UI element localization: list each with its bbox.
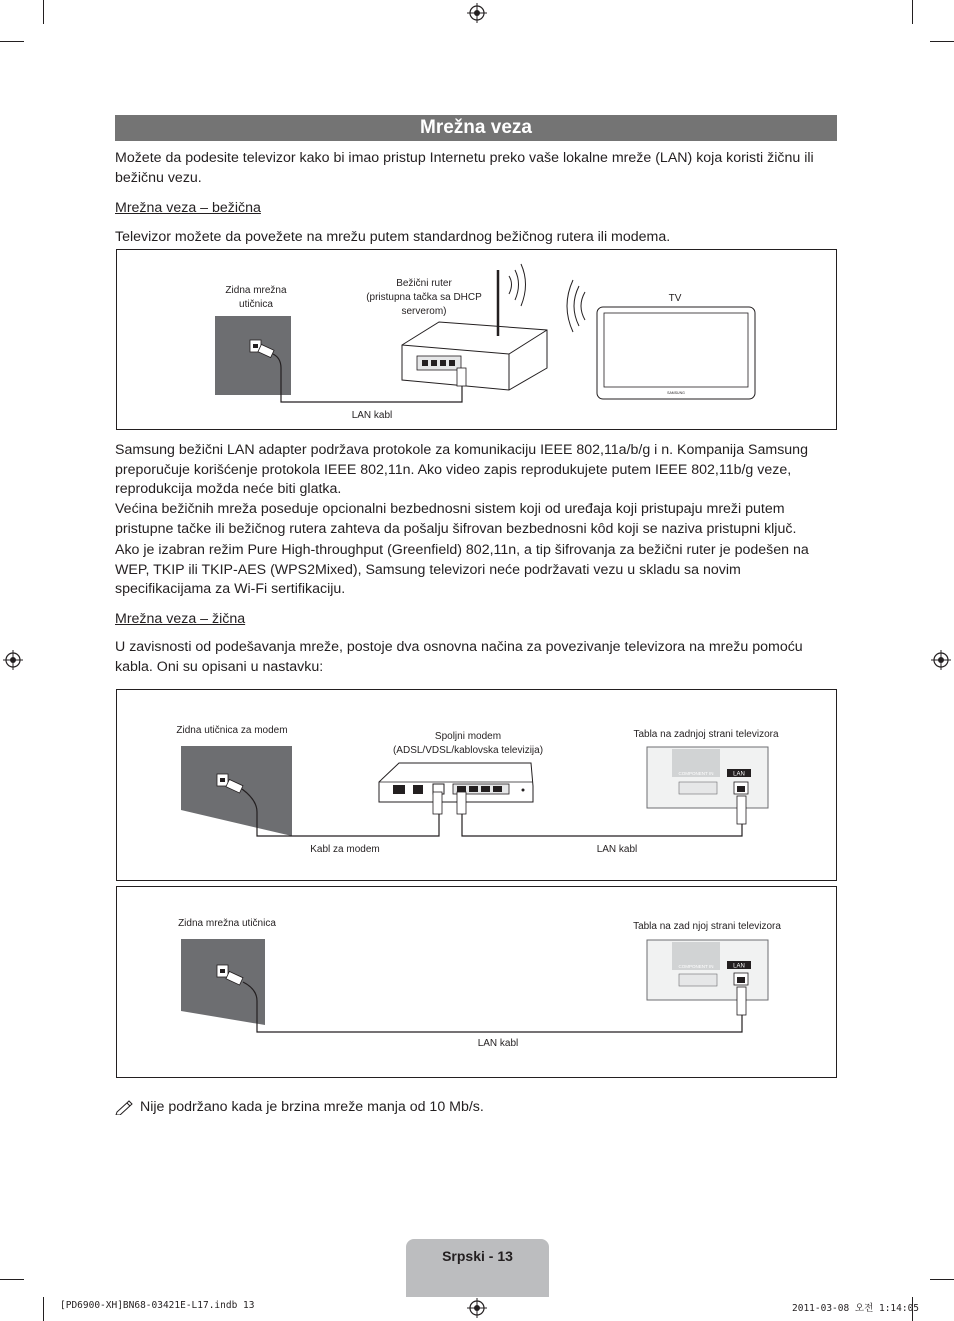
wireless-text: Televizor možete da povežete na mrežu putem standardnog bežičnog rutera ili modema. xyxy=(115,229,671,245)
wired-direct-diagram xyxy=(116,886,837,1078)
footer-file: [PD6900-XH]BN68-03421E-L17.indb 13 xyxy=(60,1300,255,1311)
crop-mark xyxy=(43,1297,44,1321)
tv-panel-label: Tabla na zad njoj strani televizora xyxy=(633,921,781,932)
crop-mark xyxy=(930,41,954,42)
registration-mark-icon xyxy=(931,650,951,670)
wall-socket-label: utičnica xyxy=(239,299,273,310)
wireless-diagram xyxy=(116,249,837,430)
panel-text: COMPONENT IN xyxy=(678,964,714,969)
lan-cable-label: LAN kabl xyxy=(477,1038,519,1049)
router-label: Bežični ruter xyxy=(396,278,452,289)
router-label: serverom) xyxy=(401,306,447,317)
wired-heading: Mrežna veza – žična xyxy=(115,611,246,627)
wired-modem-diagram xyxy=(116,689,837,881)
pencil-note-icon xyxy=(115,1099,135,1115)
greenfield-paragraph: Ako je izabran režim Pure High-throughput (Greenfield) 802,11n, a tip šifrovanja za bežični ruter je podešen na WEP, TKIP ili TKIP-AES (WPS2Mixed), Samsung televizori neće podržavati vezu u skladu sa novim specifikacijama za Wi-Fi sertifikaciju. xyxy=(115,542,809,597)
lan-cable-label: LAN kabl xyxy=(596,844,638,855)
intro-paragraph: Možete da podesite televizor kako bi imao pristup Internetu preko vaše lokalne mreže (LAN) koja koristi žičnu ili bežičnu vezu. xyxy=(115,150,814,186)
crop-mark xyxy=(0,41,24,42)
tv-panel-label: Tabla na zadnjoj strani televizora xyxy=(633,729,779,740)
security-paragraph: Većina bežičnih mreža poseduje opcionalni bezbednosni sistem koji od uređaja koji pristupaju mreži putem pristupne tačke ili bežičnog rutera zahteva da pošalju šifrovan bezbednosni kôd koji se naziva pristupni ključ. xyxy=(115,501,797,537)
wireless-heading: Mrežna veza – bežična xyxy=(115,200,261,216)
registration-mark-icon xyxy=(467,3,487,23)
protocol-paragraph: Samsung bežični LAN adapter podržava protokole za komunikaciju IEEE 802,11a/b/g i n. Kompanija Samsung preporučuje korišćenje protokola IEEE 802,11n. Ako video zapis reprodukujete putem IEEE 802,11b/g veze, reprodukcija možda neće biti glatka. xyxy=(115,442,808,497)
tv-label: TV xyxy=(668,293,682,304)
cable-label: LAN kabl xyxy=(351,410,393,421)
lan-tag: LAN xyxy=(733,963,745,970)
modem-label: Spoljni modem xyxy=(434,731,502,742)
tv-brand: SAMSUNG xyxy=(667,391,685,395)
registration-mark-icon xyxy=(3,650,23,670)
footer-date: 2011-03-08 오전 1:14:05 xyxy=(792,1303,920,1314)
registration-mark-icon xyxy=(467,1298,487,1318)
crop-mark xyxy=(912,0,913,24)
router-label: (pristupna tačka sa DHCP xyxy=(366,292,482,303)
page-number: Srpski - 13 xyxy=(442,1248,513,1264)
crop-mark xyxy=(43,0,44,24)
lan-tag: LAN xyxy=(733,771,745,778)
panel-text: COMPONENT IN xyxy=(678,771,714,776)
wall-socket-label: Zidna mrežna utičnica xyxy=(178,918,276,929)
modem-cable-label: Kabl za modem xyxy=(310,844,380,855)
wired-text: U zavisnosti od podešavanja mreže, postoje dva osnovna načina za povezivanje televizora na mrežu pomoću kabla. Oni su opisani u nastavku: xyxy=(115,639,803,675)
wall-modem-label: Zidna utičnica za modem xyxy=(176,725,288,736)
crop-mark xyxy=(0,1279,24,1280)
modem-label: (ADSL/VDSL/kablovska televizija) xyxy=(392,745,544,756)
section-title: Mrežna veza xyxy=(115,115,837,141)
note-text: Nije podržano kada je brzina mreže manja od 10 Mb/s. xyxy=(140,1099,484,1115)
crop-mark xyxy=(930,1279,954,1280)
wall-socket-label: Zidna mrežna xyxy=(225,285,287,296)
